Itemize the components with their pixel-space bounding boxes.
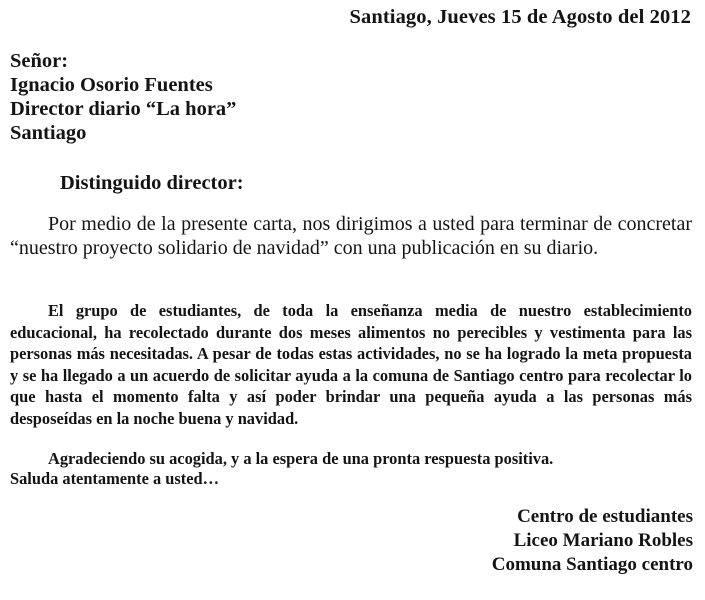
addressee-position: Director diario “La hora” <box>10 98 237 120</box>
body-paragraph-intro: Por medio de la presente carta, nos dirigimos a usted para terminar de concretar “nuestro proyecto solidario de navidad” con una publicación en su diario. <box>10 213 692 259</box>
addressee-city: Santiago <box>10 122 87 144</box>
letter-date: Santiago, Jueves 15 de Agosto del 2012 <box>349 6 691 28</box>
addressee-name: Ignacio Osorio Fuentes <box>10 74 213 96</box>
signature-line-school: Liceo Mariano Robles <box>513 530 693 551</box>
body-paragraph-thanks: Agradeciendo su acogida, y a la espera de una pronta respuesta positiva. <box>48 449 554 468</box>
signature-line-commune: Comuna Santiago centro <box>491 554 693 575</box>
signature-block <box>492 505 693 577</box>
addressee-honorific: Señor: <box>10 50 69 72</box>
addressee-block <box>10 49 236 145</box>
signature-line-organization: Centro de estudiantes <box>517 506 693 527</box>
body-paragraph-main: El grupo de estudiantes, de toda la enseñanza media de nuestro establecimiento educacional, ha recolectado durante dos meses alimentos no perecibles y vestimenta para las personas más necesitadas. A pesar de todas estas actividades, no se ha logrado la meta propuesta y se ha llegado a un acuerdo de solicitar ayuda a la comuna de Santiago centro para recolectar lo que hasta el momento falta y así poder brindar una pequeña ayuda a las personas más desposeídas en la noche buena y navidad. <box>10 301 692 428</box>
closing-phrase: Saluda atentamente a usted… <box>10 469 219 488</box>
salutation: Distinguido director: <box>60 172 244 194</box>
